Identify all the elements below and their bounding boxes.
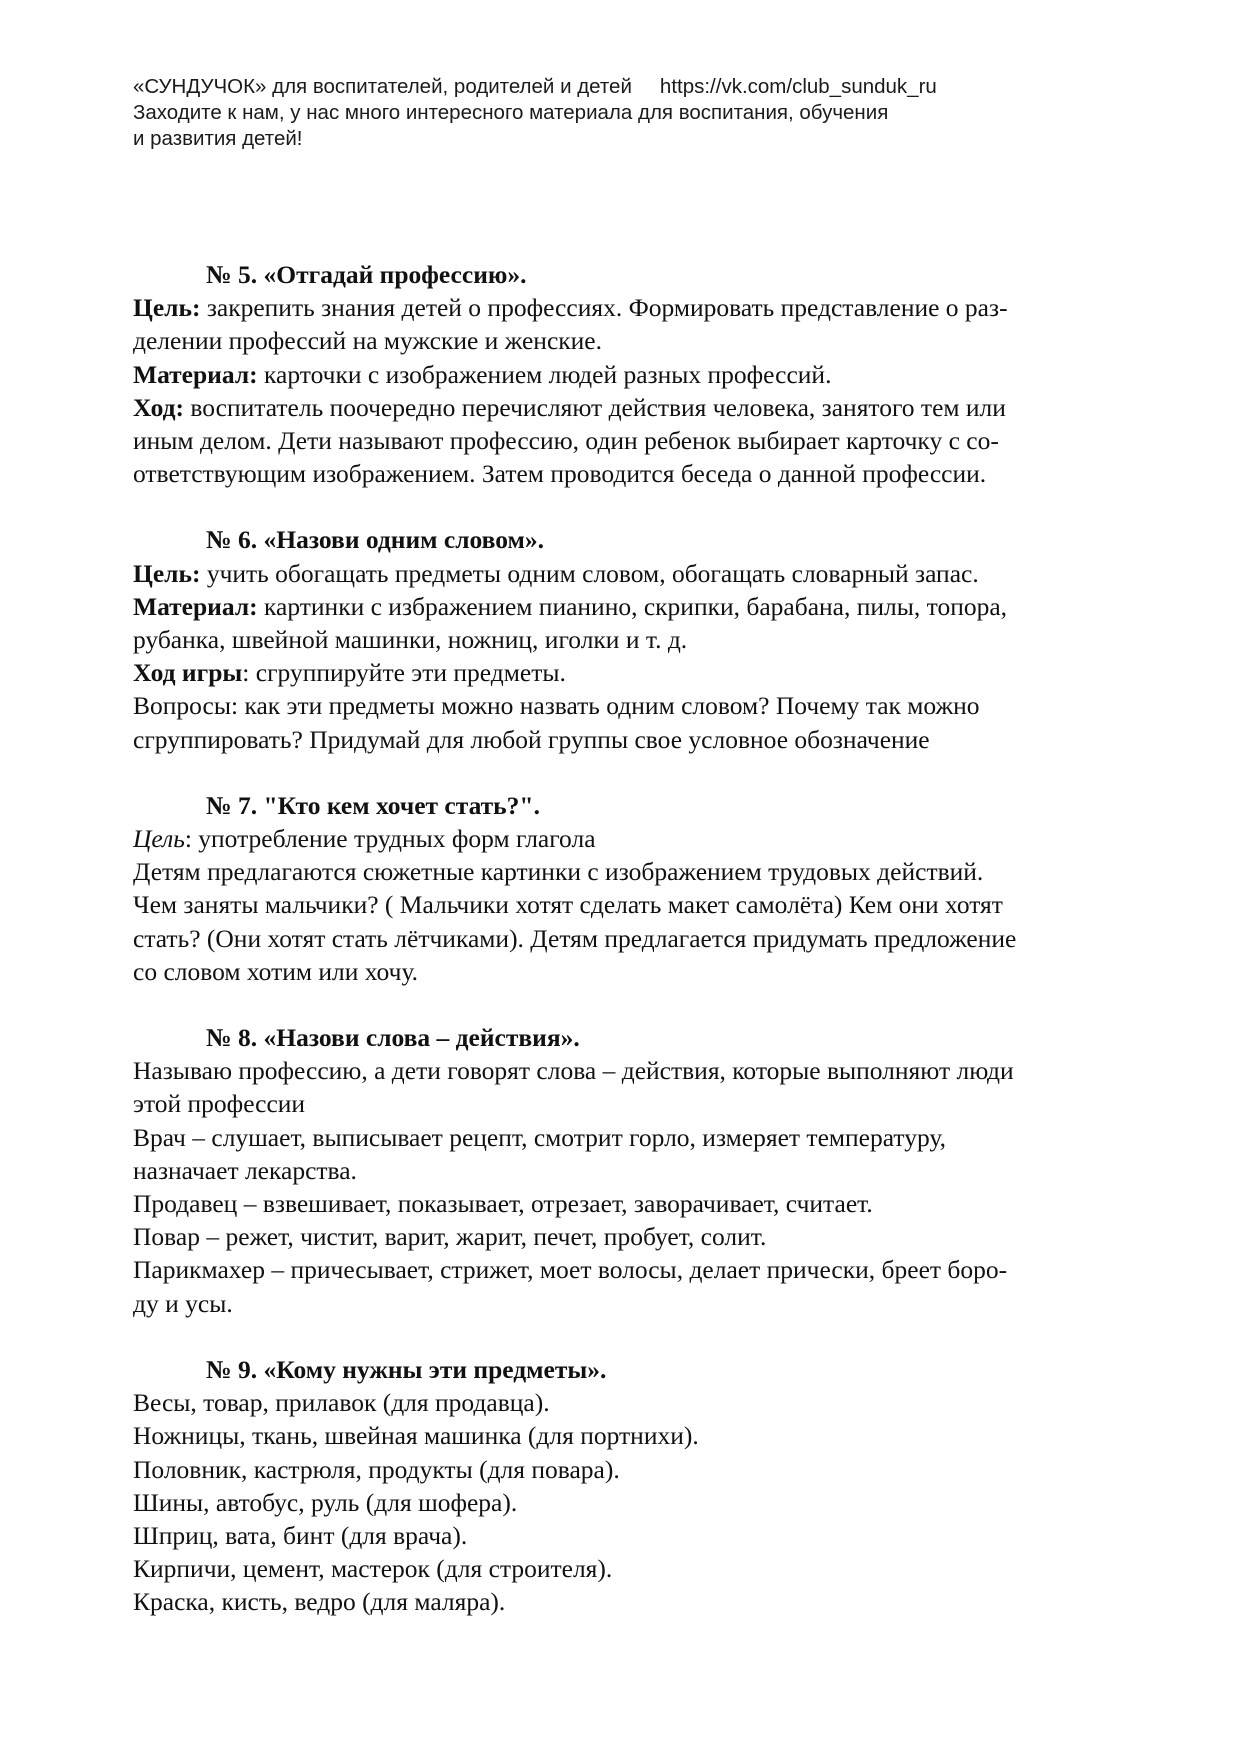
text-line: стать? (Они хотят стать лётчиками). Детям предлагается придумать предложение — [133, 923, 1017, 953]
text-line: ду и усы. — [133, 1288, 233, 1318]
goal-label: Цель — [133, 824, 185, 854]
game-section-7 — [133, 789, 1143, 988]
material-line: Материал: карточки с изображением людей разных профессий. — [133, 359, 832, 389]
goal-line: Цель: употребление трудных форм глагола — [133, 824, 596, 854]
questions-line: Вопросы: как эти предметы можно назвать одним словом? Почему так можно — [133, 691, 980, 721]
list-item: Шины, автобус, руль (для шофера). — [133, 1487, 518, 1517]
material-line: рубанка, швейной машинки, ножниц, иголки и т. д. — [133, 625, 688, 655]
text-line: Называю профессию, а дети говорят слова – действия, которые выполняют люди — [133, 1056, 1014, 1086]
text-line: назначает лекарства. — [133, 1155, 357, 1185]
goal-line: делении профессий на мужские и женские. — [133, 326, 602, 356]
material-label: Материал: — [133, 591, 258, 621]
goal-line: Цель: закрепить знания детей о профессиях. Формировать представление о раз- — [133, 293, 1008, 323]
header-line-1 — [133, 74, 1113, 100]
list-item: Половник, кастрюля, продукты (для повара). — [133, 1454, 620, 1484]
text-line: Повар – режет, чистит, варит, жарит, печет, пробует, солит. — [133, 1222, 767, 1252]
text-line: со словом хотим или хочу. — [133, 956, 419, 986]
text-line: Чем заняты мальчики? ( Мальчики хотят сделать макет самолёта) Кем они хотят — [133, 890, 1003, 920]
section-title: № 6. «Назови одним словом». — [206, 525, 545, 555]
game-section-5 — [133, 258, 1143, 490]
game-section-6 — [133, 523, 1143, 755]
header-line-3: и развития детей! — [133, 127, 303, 150]
section-title: № 9. «Кому нужны эти предметы». — [206, 1354, 607, 1384]
goal-label: Цель: — [133, 558, 201, 588]
move-line: Ход: воспитатель поочередно перечисляют действия человека, занятого тем или — [133, 392, 1006, 422]
text-line: Продавец – взвешивает, показывает, отрезает, заворачивает, считает. — [133, 1189, 873, 1219]
list-item: Ножницы, ткань, швейная машинка (для портнихи). — [133, 1421, 699, 1451]
move-line: ответствующим изображением. Затем проводится беседа о данной профессии. — [133, 459, 987, 489]
text-line: Детям предлагаются сюжетные картинки с изображением трудовых действий. — [133, 857, 984, 887]
list-item: Краска, кисть, ведро (для маляра). — [133, 1587, 506, 1617]
section-title: № 5. «Отгадай профессию». — [206, 260, 527, 289]
text-line: Врач – слушает, выписывает рецепт, смотрит горло, измеряет температуру, — [133, 1122, 946, 1152]
header-line-2: Заходите к нам, у нас много интересного материала для воспитания, обучения — [133, 101, 889, 124]
site-url[interactable]: https://vk.com/club_sunduk_ru — [659, 75, 937, 98]
move-label: Ход игры — [133, 658, 243, 688]
goal-label: Цель: — [133, 293, 201, 323]
list-item: Весы, товар, прилавок (для продавца). — [133, 1388, 550, 1418]
move-label: Ход: — [133, 392, 185, 422]
text-line: Парикмахер – причесывает, стрижет, моет волосы, делает прически, бреет боро- — [133, 1255, 1008, 1285]
list-item: Шприц, вата, бинт (для врача). — [133, 1520, 468, 1550]
page-header — [133, 74, 1113, 152]
document-body — [133, 258, 1143, 1652]
material-label: Материал: — [133, 359, 258, 389]
game-section-8 — [133, 1021, 1143, 1320]
section-title: № 8. «Назови слова – действия». — [206, 1023, 580, 1053]
move-line: иным делом. Дети называют профессию, один ребенок выбирает карточку с со- — [133, 426, 999, 456]
move-line: Ход игры: сгруппируйте эти предметы. — [133, 658, 566, 688]
game-section-9 — [133, 1353, 1143, 1619]
questions-line: сгруппировать? Придумай для любой группы свое условное обозначение — [133, 724, 930, 754]
list-item: Кирпичи, цемент, мастерок (для строителя). — [133, 1554, 613, 1584]
section-title: № 7. "Кто кем хочет стать?". — [206, 790, 540, 820]
site-name: «СУНДУЧОК» для воспитателей, родителей и детей — [133, 75, 632, 98]
goal-line: Цель: учить обогащать предметы одним словом, обогащать словарный запас. — [133, 558, 979, 588]
material-line: Материал: картинки с избражением пианино, скрипки, барабана, пилы, топора, — [133, 591, 1008, 621]
text-line: этой профессии — [133, 1089, 306, 1119]
